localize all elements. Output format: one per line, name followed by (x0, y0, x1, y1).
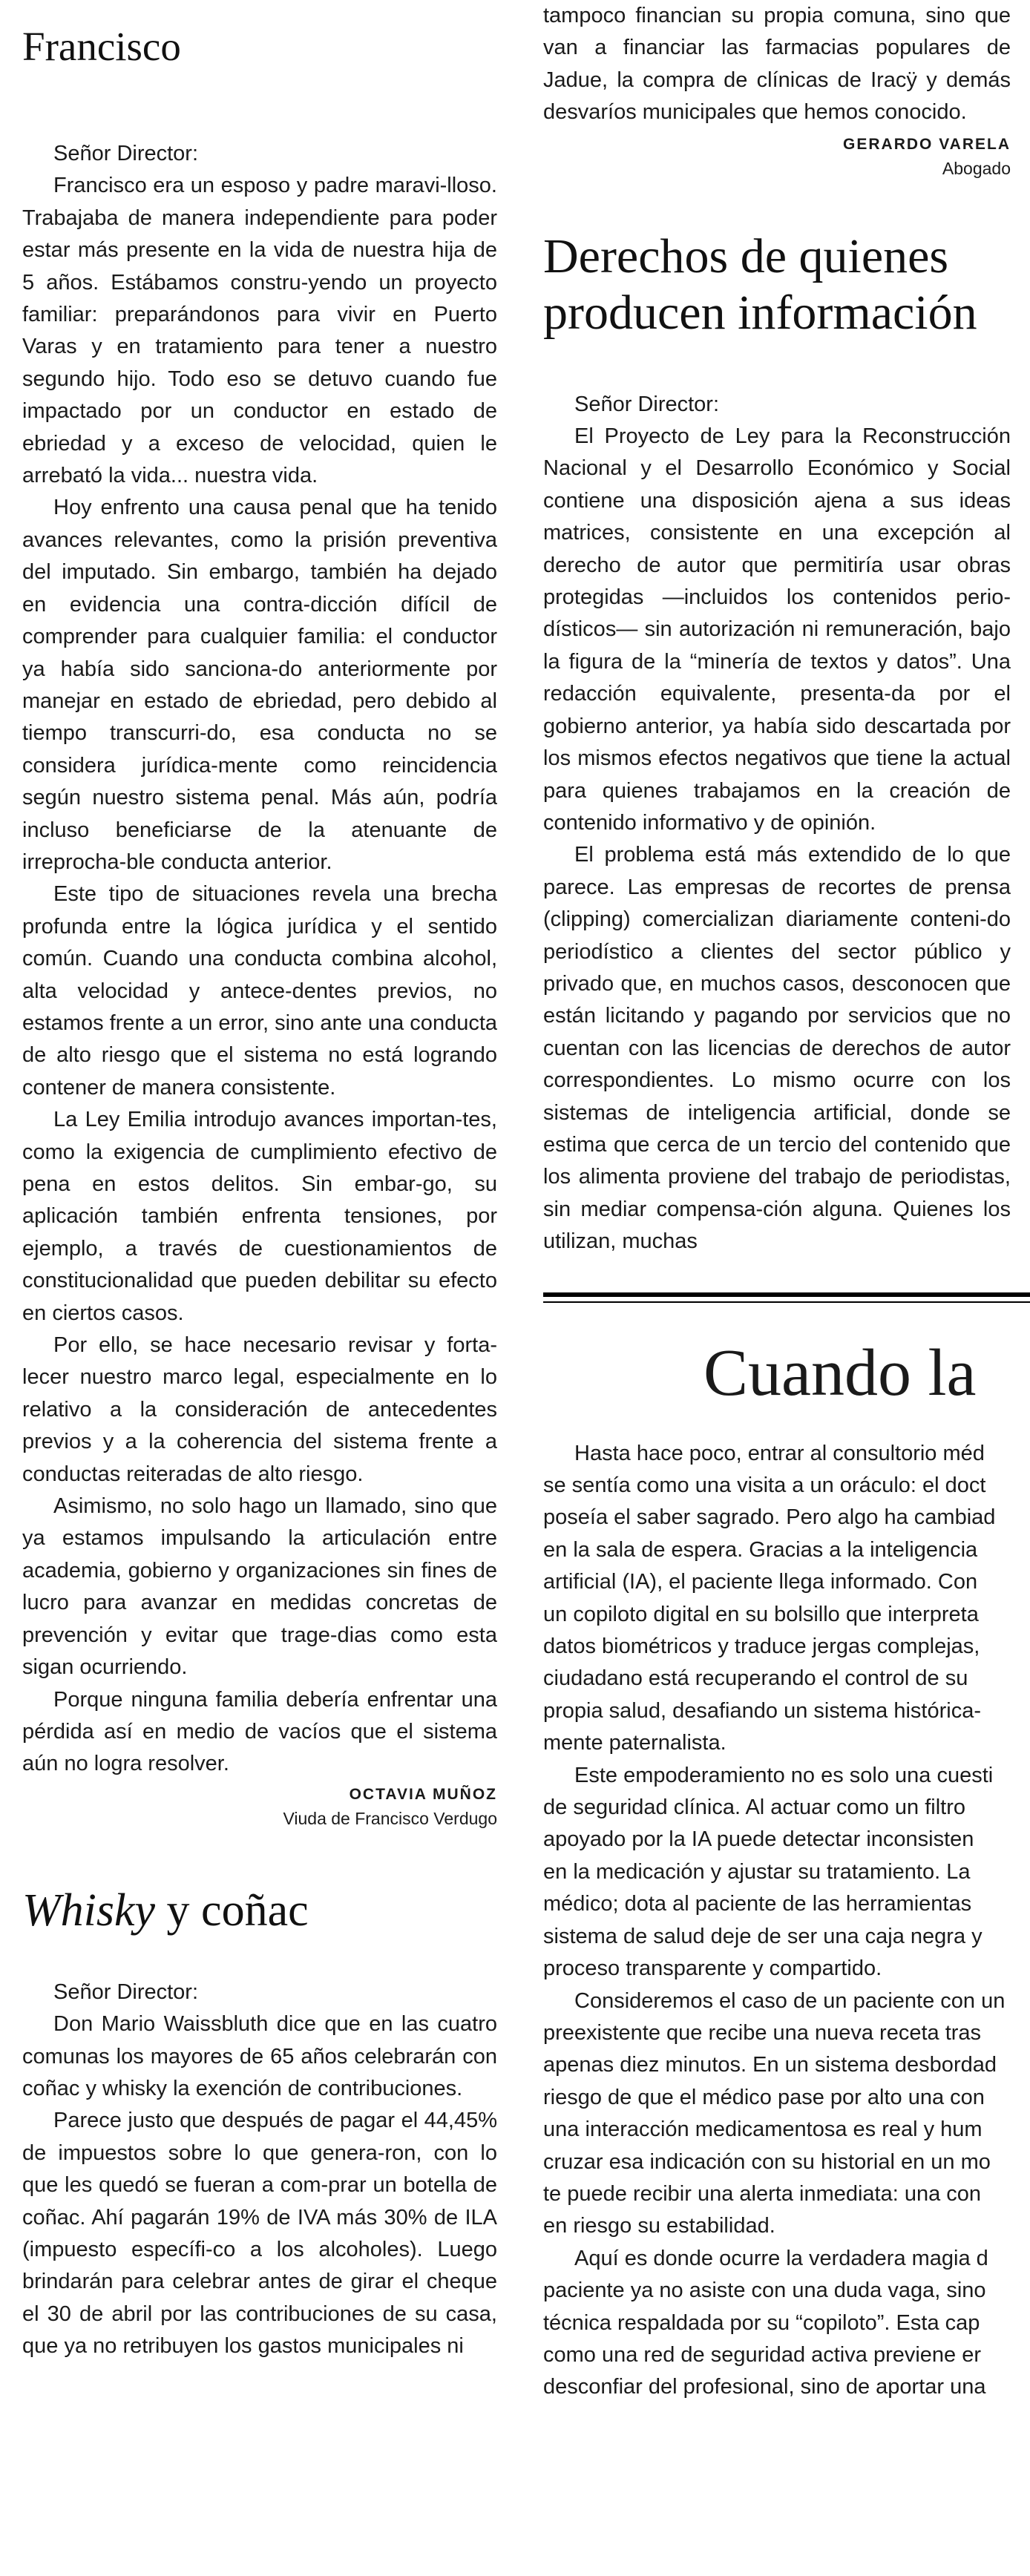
column-line: médico; dota al paciente de las herramientas (543, 1892, 972, 1916)
paragraph: El problema está más extendido de lo que parece. Las empresas de recortes de prensa (clipping) comercializan diariamente conteni-do periodístico a clientes del sector público y privado que, en muchos casos, desconocen que están licitando y pagando por servicios que no cuentan con las licencias de derechos de autor correspondientes. Lo mismo ocurre con los sistemas de inteligencia artificial, donde se estima que cerca de un tercio del contenido que los alimenta proviene del trabajo de periodistas, sin mediar compensa-ción alguna. Quienes los utilizan, muchas (543, 843, 1011, 1254)
salutation-derechos: Señor Director: (574, 392, 720, 416)
column-line: datos biométricos y traduce jergas complejas, (543, 1634, 980, 1659)
paragraph: Este tipo de situaciones revela una brecha profunda entre la lógica jurídica y el sentido común. Cuando una conducta combina alcohol, alta velocidad y antece-dentes previos, no estamos frente a un error, sino ante una conducta de alto riesgo que el sistema no está logrando contener de manera consistente. (22, 882, 498, 1100)
column-line: sistema de salud deje de ser una caja negra y (543, 1924, 983, 1948)
column-line: riesgo de que el médico pase por alto una con (543, 2085, 985, 2109)
paragraph: Porque ninguna familia debería enfrentar una pérdida así en medio de vacíos que el sistema aún no logra resolver. (22, 1687, 497, 1776)
letter-title-francisco: Francisco (22, 24, 181, 69)
paragraph: El Proyecto de Ley para la Reconstrucción Nacional y el Desarrollo Económico y Social contiene una disposición ajena a sus ideas matrices, consistente en una excepción al derecho de autor que permitiría usar obras protegidas —incluidos los contenidos perio-dísticos— sin autorización ni remuneración, bajo la figura de la “minería de textos y datos”. Una redacción equivalente, presenta-da por el gobierno anterior, ya había sido descartada por los mismos efectos negativos que tiene la actual para quienes trabajamos en la creación de contenido informativo y de opinión. (543, 424, 1011, 835)
column-line: Hasta hace poco, entrar al consultorio méd (574, 1441, 985, 1465)
right-column (543, 0, 1030, 2404)
column-line: te puede recibir una alerta inmediata: una con (543, 2181, 982, 2206)
column-section (543, 1292, 1030, 2404)
column-line: Consideremos el caso de un paciente con un (574, 1988, 1006, 2013)
column-line: Este empoderamiento no es solo una cuesti (574, 1763, 994, 1787)
column-line: en la sala de espera. Gracias a la inteligencia (543, 1537, 978, 1562)
paragraph: Francisco era un esposo y padre maravi-lloso. Trabajaba de manera independiente para poder estar más presente en la vida de nuestra hija de 5 años. Estábamos constru-yendo un proyecto familiar: preparándonos para vivir en Puerto Varas y en tratamiento para tener a nuestro segundo hijo. Todo eso se detuvo cuando fue impactado por un conductor en estado de ebriedad y a exceso de velocidad, quien le arrebató la vida... nuestra vida. (22, 174, 497, 488)
title-italic-part: Whisky (22, 1885, 156, 1936)
section-rule-thin (543, 1301, 1030, 1303)
column-line: en la medicación y ajustar su tratamiento. La (543, 1859, 971, 1884)
title-line-2: producen información (543, 285, 977, 340)
column-line: apenas diez minutos. En un sistema desbordad (543, 2053, 997, 2077)
column-line: artificial (IA), el paciente llega informado. Con (543, 1570, 978, 1594)
column-body (543, 1438, 1030, 2404)
column-line: técnica respaldada por su “copiloto”. Esta cap (543, 2310, 980, 2335)
title-rest: y coñac (155, 1885, 309, 1936)
salutation-francisco: Señor Director: (53, 142, 199, 165)
paragraph: Parece justo que después de pagar el 44,45% de impuestos sobre lo que genera-ron, con lo que les quedó se fueran a com-prar un botella de coñac. Ahí pagarán 19% de IVA más 30% de ILA (impuesto específi-co a los alcoholes). Luego brindarán para celebrar antes de girar el cheque el 30 de abril por las contribuciones de su casa, que ya no retribuyen los gastos municipales ni (22, 2109, 497, 2359)
column-line: mente paternalista. (543, 1731, 726, 1755)
column-line: una interacción medicamentosa es real y hum (543, 2117, 983, 2142)
column-line: ciudadano está recuperando el control de su (543, 1666, 968, 1691)
column-line: poseía el saber sagrado. Pero algo ha cambiad (543, 1505, 996, 1530)
column-line: como una red de seguridad activa previene er (543, 2342, 982, 2367)
column-line: de seguridad clínica. Al actuar como un filtro (543, 1795, 966, 1820)
column-line: se sentía como una visita a un oráculo: el doct (543, 1473, 986, 1497)
paragraph: Asimismo, no solo hago un llamado, sino que ya estamos impulsando la articulación entre academia, gobierno y organizaciones sin fines de lucro para avanzar en medidas concretas de prevención y evitar que trage-dias como esta sigan ocurriendo. (22, 1494, 497, 1680)
paragraph: Hoy enfrento una causa penal que ha tenido avances relevantes, como la prisión preventiva del imputado. Sin embargo, también ha dejado en evidencia una contra-dicción difícil de comprender para cualquier familia: el conductor ya había sido sanciona-do anteriormente por manejar en estado de ebriedad, pero debido al tiempo transcurri-do, esa conducta no se considera jurídica-mente como reincidencia según nuestro sistema penal. Más aún, podría incluso beneficiarse de la atenuante de irreprocha-ble conducta anterior. (22, 496, 497, 874)
signature-name: GERARDO VARELA (843, 135, 1011, 153)
signature-role: Abogado (942, 158, 1011, 178)
signature-name: OCTAVIA MUÑOZ (349, 1785, 497, 1803)
column-line: paciente ya no asiste con una duda vaga, sino (543, 2278, 986, 2303)
column-line: desconfiar del profesional, sino de aportar una (543, 2375, 986, 2399)
paragraph: Por ello, se hace necesario revisar y forta-lecer nuestro marco legal, especialmente en lo relativo a la consideración de antecedentes previos y a la coherencia del sistema frente a conductas reiteradas de alto riesgo. (22, 1333, 497, 1486)
column-line: Aquí es donde ocurre la verdadera magia d (574, 2246, 988, 2270)
left-column (22, 0, 497, 2363)
letter-title-whisky (22, 1885, 497, 1936)
paragraph: tampoco financian su propia comuna, sino que van a financiar las farmacias populares de Jadue, la compra de clínicas de Iracÿ y demás desvaríos municipales que hemos conocido. (543, 4, 1011, 125)
column-line: preexistente que recibe una nueva receta tras (543, 2020, 982, 2045)
column-line: proceso transparente y compartido. (543, 1956, 882, 1981)
signature-role: Viuda de Francisco Verdugo (283, 1808, 497, 1828)
letter-continuation (543, 0, 1011, 181)
column-line: apoyado por la IA puede detectar inconsisten (543, 1827, 974, 1852)
column-line: en riesgo su estabilidad. (543, 2214, 775, 2238)
title-line-1: Derechos de quienes (543, 229, 949, 283)
column-line: propia salud, desafiando un sistema histórica- (543, 1698, 981, 1723)
paragraph: Don Mario Waissbluth dice que en las cuatro comunas los mayores de 65 años celebrarán con coñac y whisky la exención de contribuciones. (22, 2012, 497, 2100)
salutation-whisky: Señor Director: (53, 1979, 199, 2004)
letter-derechos (543, 229, 1011, 1258)
column-line: cruzar esa indicación con su historial en un mo (543, 2149, 991, 2174)
section-rule-heavy (543, 1292, 1030, 1297)
column-title: Cuando la (703, 1335, 977, 1410)
paragraph: La Ley Emilia introdujo avances importan-tes, como la exigencia de cumplimiento efectivo de pena en estos delitos. Sin embar-go, su aplicación también enfrenta tensiones, por ejemplo, a través de cuestionamientos de constitucionalidad que pueden debilitar su efecto en ciertos casos. (22, 1108, 497, 1325)
column-line: un copiloto digital en su bolsillo que interpreta (543, 1602, 979, 1626)
letter-title-derechos (543, 229, 1011, 341)
